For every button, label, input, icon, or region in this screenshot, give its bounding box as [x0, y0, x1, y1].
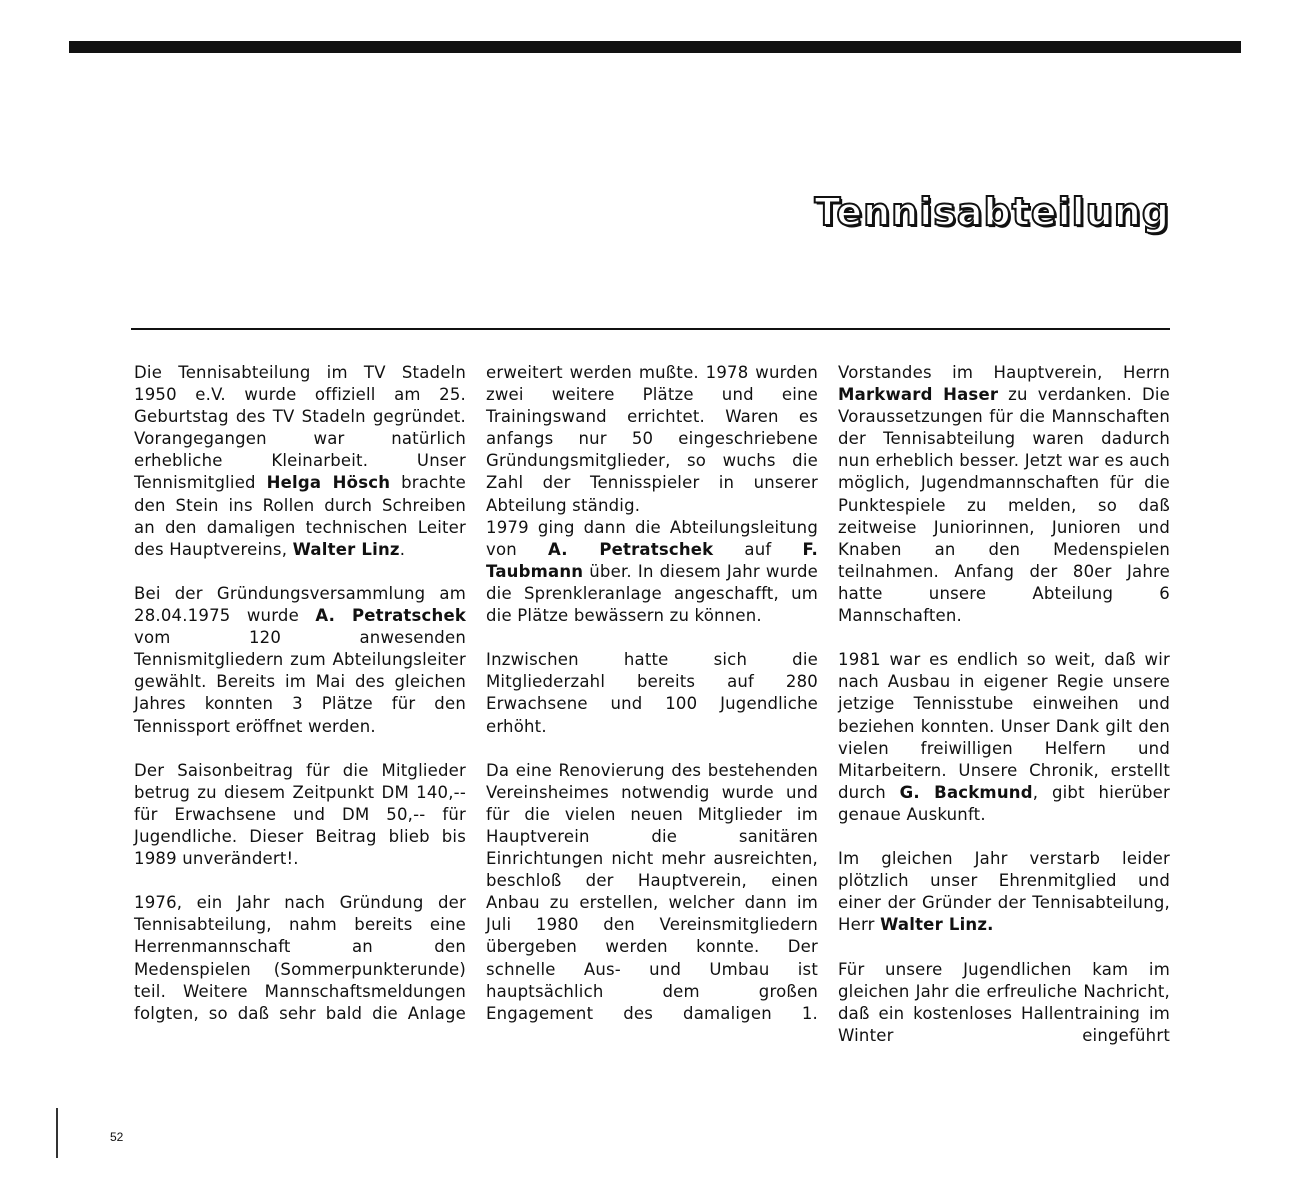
person-name: Helga Hösch: [266, 473, 391, 493]
person-name: A. Petratschek: [315, 606, 467, 626]
paragraph: Da eine Renovierung des bestehenden Vereinsheimes notwendig wurde und für die vielen neuen Mitglieder im Hauptverein die sanitären Einrichtungen nicht mehr ausreichten, beschloß der Hauptverein, einen Anbau zu erstellen, welcher dann im Juli 1980 den Vereinsmitgliedern übergeben werden konnte. Der schnelle Aus- und Umbau ist hauptsächlich dem großen Engagement des damaligen 1.: [486, 760, 818, 1023]
paragraph: Der Saisonbeitrag für die Mitglieder betrug zu diesem Zeitpunkt DM 140,-- für Erwachsene und DM 50,-- für Jugendliche. Dieser Beitrag blieb bis 1989 unverändert!.: [134, 760, 466, 869]
paragraph: Im gleichen Jahr verstarb leider plötzlich unser Ehrenmitglied und einer der Gründer der Tennisabteilung, Herr Walter Linz.: [838, 849, 1170, 935]
top-rule: [69, 41, 1241, 53]
paragraph: Die Tennisabteilung im TV Stadeln 1950 e.V. wurde offiziell am 25. Geburtstag des TV Stadeln gegründet. Vorangegangen war natürlich erhebliche Kleinarbeit. Unser Tennismitglied Helga Hösch brachte den Stein ins Rollen durch Schreiben an den damaligen technischen Leiter des Hauptvereins, Walter Linz.: [134, 363, 466, 559]
paragraph: erweitert werden mußte. 1978 wurden zwei weitere Plätze und eine Trainingswand errichtet. Waren es anfangs nur 50 eingeschriebene Gründungsmitglieder, so wuchs die Zahl der Tennisspieler in unserer Abteilung ständig.: [486, 363, 818, 515]
paragraph: 1976, ein Jahr nach Gründung der Tennisabteilung, nahm bereits eine Herrenmannschaft an den Medenspielen (Sommerpunkterunde) teil. Weitere Mannschaftsmeldungen folgten, so daß sehr bald die Anlage: [134, 893, 466, 1023]
page-number: 52: [110, 1130, 124, 1144]
person-name: Walter Linz: [292, 539, 400, 559]
paragraph: Bei der Gründungsversammlung am 28.04.1975 wurde A. Petratschek vom 120 anwesenden Tennismitgliedern zum Abteilungsleiter gewählt. Bereits im Mai des gleichen Jahres konnten 3 Plätze für den Tennissport eröffnet werden.: [134, 583, 467, 736]
margin-line: [56, 1108, 58, 1158]
person-name: Markward Haser: [838, 385, 999, 405]
person-name: A. Petratschek: [548, 539, 714, 559]
person-name: Walter Linz.: [880, 915, 994, 935]
text-column-2: [486, 362, 818, 1025]
paragraph: 1979 ging dann die Abteilungsleitung von A. Petratschek auf F. Taubmann über. In diesem Jahr wurde die Sprenkleranlage angeschafft, um die Plätze bewässern zu können.: [486, 517, 818, 626]
title-divider: [131, 328, 1170, 330]
person-name: F. Taubmann: [486, 539, 818, 581]
text-column-1: [134, 362, 466, 1025]
paragraph: Vorstandes im Hauptverein, Herrn Markward Haser zu verdanken. Die Voraussetzungen für die Mannschaften der Tennisabteilung waren dadurch nun erheblich besser. Jetzt war es auch möglich, Jugendmannschaften für die Punktespiele zu melden, so daß zeitweise Juniorinnen, Junioren und Knaben an den Medenspielen teilnahmen. Anfang der 80er Jahre hatte unsere Abteilung 6 Mannschaften.: [838, 363, 1170, 626]
paragraph: Inzwischen hatte sich die Mitgliederzahl bereits auf 280 Erwachsene und 100 Jugendliche erhöht.: [486, 650, 818, 736]
person-name: G. Backmund: [899, 782, 1033, 802]
paragraph: 1981 war es endlich so weit, daß wir nach Ausbau in eigener Regie unsere jetzige Tennisstube einweihen und beziehen konnten. Unser Dank gilt den vielen freiwilligen Helfern und Mitarbeitern. Unsere Chronik, erstellt durch G. Backmund, gibt hierüber genaue Auskunft.: [838, 650, 1170, 824]
page-title: Tennisabteilung: [814, 190, 1170, 234]
text-column-3: [838, 362, 1170, 1047]
paragraph: Für unsere Jugendlichen kam im gleichen Jahr die erfreuliche Nachricht, daß ein kostenloses Hallentraining im Winter eingeführt: [838, 959, 1170, 1045]
